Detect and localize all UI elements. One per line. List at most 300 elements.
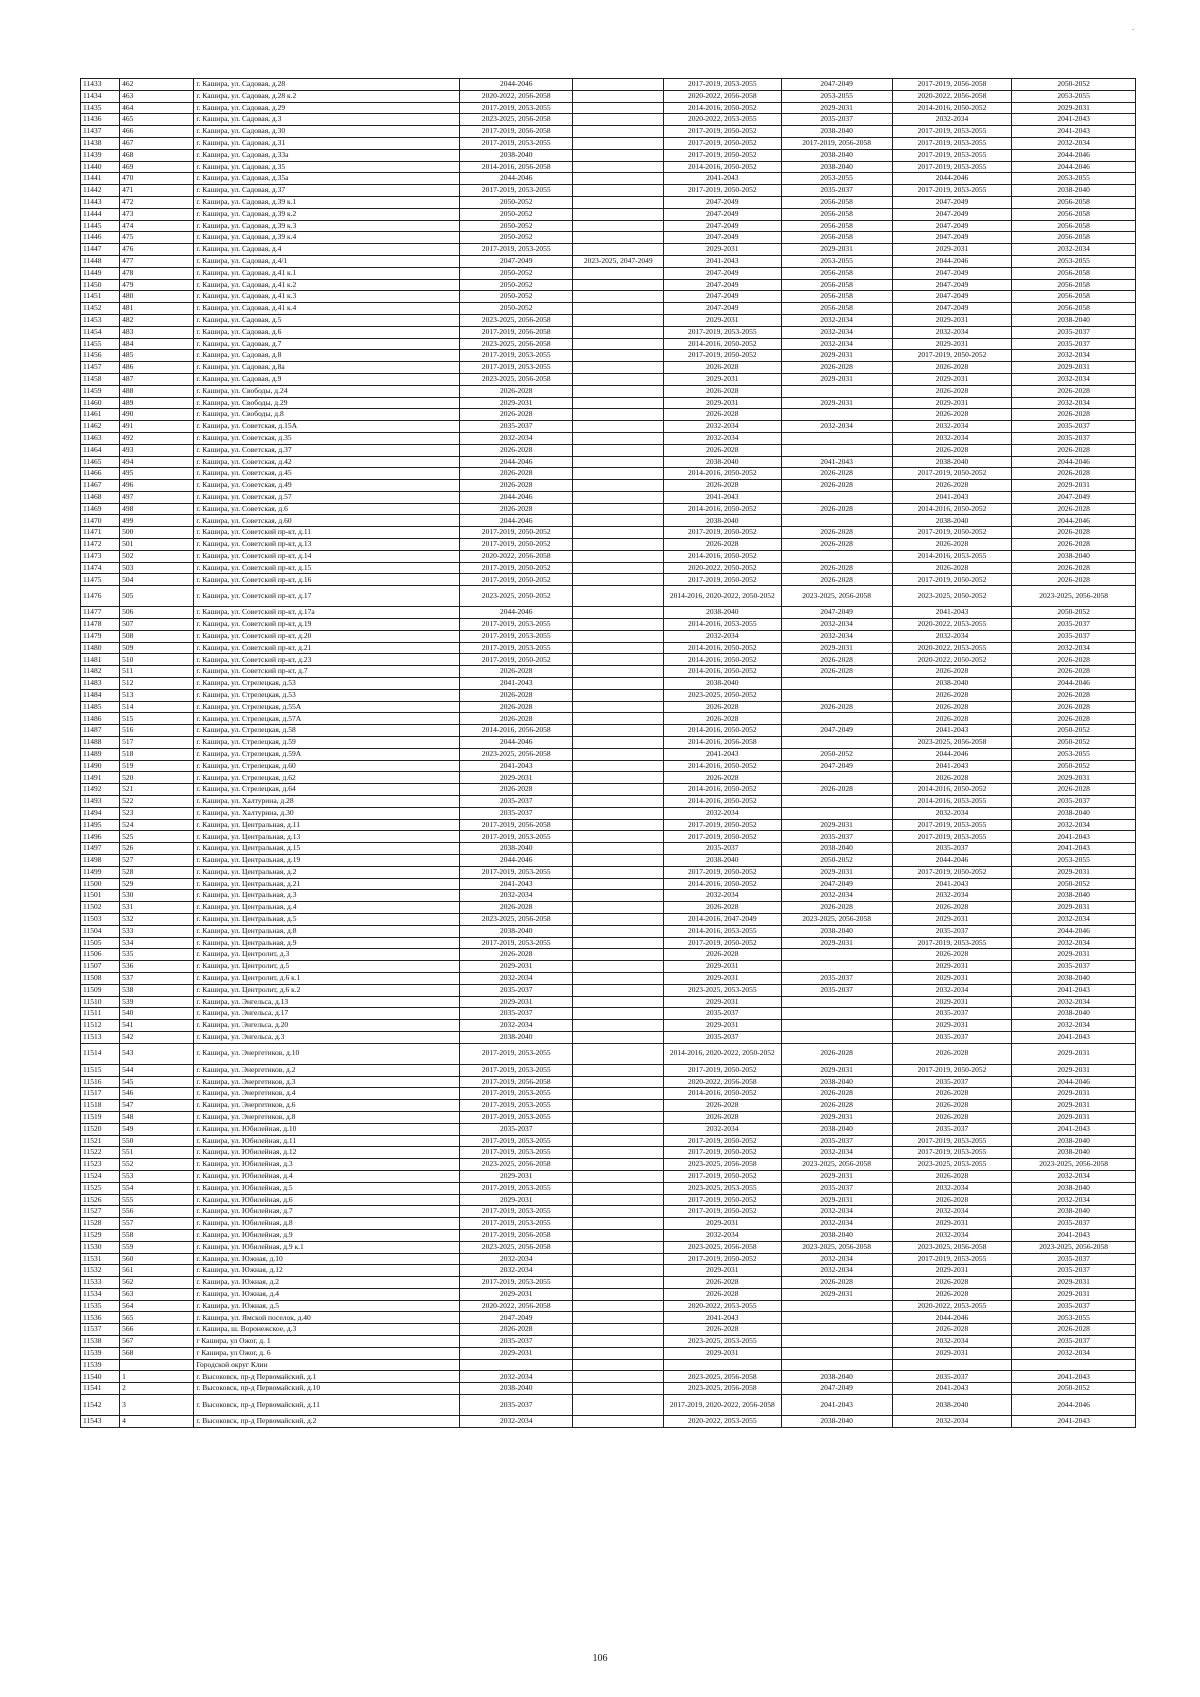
cell-col-d: 2023-2025, 2056-2058 — [781, 586, 892, 607]
cell-col-e: 2041-2043 — [892, 760, 1012, 772]
cell-col-f: 2053-2055 — [1012, 1312, 1136, 1324]
cell-row-number: 11455 — [81, 338, 120, 350]
cell-col-c: 2026-2028 — [664, 1111, 781, 1123]
cell-item-number: 551 — [120, 1147, 194, 1159]
cell-address: г. Кашира, ул. Центральная, д.11 — [194, 819, 460, 831]
cell-col-f: 2041-2043 — [1012, 1371, 1136, 1383]
cell-col-d: 2026-2028 — [781, 480, 892, 492]
cell-row-number: 11531 — [81, 1253, 120, 1265]
cell-col-f: 2035-2037 — [1012, 961, 1136, 973]
table-row — [81, 208, 1136, 220]
cell-col-a: 2017-2019, 2053-2055 — [460, 1277, 573, 1289]
table-row — [81, 937, 1136, 949]
cell-col-d: 2026-2028 — [781, 527, 892, 539]
cell-item-number: 503 — [120, 562, 194, 574]
table-row — [81, 1182, 1136, 1194]
cell-item-number: 4 — [120, 1416, 194, 1428]
cell-col-b — [573, 1008, 664, 1020]
cell-col-b — [573, 1416, 664, 1428]
cell-col-f: 2035-2037 — [1012, 1300, 1136, 1312]
cell-col-b — [573, 1206, 664, 1218]
cell-col-b — [573, 586, 664, 607]
cell-col-a: 2023-2025, 2056-2058 — [460, 314, 573, 326]
cell-col-b — [573, 373, 664, 385]
table-row — [81, 1194, 1136, 1206]
cell-item-number: 498 — [120, 503, 194, 515]
cell-col-c: 2029-2031 — [664, 972, 781, 984]
cell-address: г. Кашира, ул. Советский пр-кт, д.16 — [194, 574, 460, 586]
cell-col-c: 2017-2019, 2050-2052 — [664, 937, 781, 949]
cell-col-a: 2020-2022, 2056-2058 — [460, 90, 573, 102]
cell-address: г. Кашира, ул. Советский пр-кт, д.19 — [194, 619, 460, 631]
cell-col-c: 2026-2028 — [664, 539, 781, 551]
cell-item-number: 478 — [120, 267, 194, 279]
cell-col-b — [573, 173, 664, 185]
cell-col-f: 2032-2034 — [1012, 1347, 1136, 1359]
cell-address: г. Кашира, ул. Советская, д.6 — [194, 503, 460, 515]
cell-col-f: 2053-2055 — [1012, 90, 1136, 102]
cell-address: г. Кашира, ул. Садовая, д.39 к.4 — [194, 232, 460, 244]
table-row — [81, 689, 1136, 701]
cell-col-d: 2038-2040 — [781, 126, 892, 138]
cell-col-c: 2014-2016, 2050-2052 — [664, 1088, 781, 1100]
cell-col-a: 2026-2028 — [460, 444, 573, 456]
table-row — [81, 1043, 1136, 1064]
cell-col-e: 2014-2016, 2053-2055 — [892, 550, 1012, 562]
cell-col-d: 2017-2019, 2056-2058 — [781, 137, 892, 149]
cell-col-b — [573, 1383, 664, 1395]
cell-col-c: 2026-2028 — [664, 772, 781, 784]
cell-col-e: 2026-2028 — [892, 701, 1012, 713]
cell-col-e: 2026-2028 — [892, 1194, 1012, 1206]
cell-col-d: 2029-2031 — [781, 642, 892, 654]
cell-col-a: 2044-2046 — [460, 855, 573, 867]
cell-col-b — [573, 326, 664, 338]
cell-col-b — [573, 574, 664, 586]
cell-row-number: 11503 — [81, 913, 120, 925]
cell-col-b — [573, 1312, 664, 1324]
cell-col-c: 2026-2028 — [664, 480, 781, 492]
cell-col-d: 2029-2031 — [781, 937, 892, 949]
cell-col-f: 2038-2040 — [1012, 314, 1136, 326]
cell-col-d — [781, 996, 892, 1008]
cell-col-d: 2032-2034 — [781, 619, 892, 631]
cell-col-f: 2056-2058 — [1012, 196, 1136, 208]
cell-row-number: 11522 — [81, 1147, 120, 1159]
cell-col-c — [664, 1359, 781, 1371]
cell-col-a: 2050-2052 — [460, 208, 573, 220]
cell-col-f: 2044-2046 — [1012, 149, 1136, 161]
cell-row-number: 11483 — [81, 678, 120, 690]
cell-col-f: 2026-2028 — [1012, 539, 1136, 551]
cell-col-d: 2038-2040 — [781, 1229, 892, 1241]
cell-col-b — [573, 607, 664, 619]
cell-col-d: 2026-2028 — [781, 562, 892, 574]
cell-col-b — [573, 1395, 664, 1416]
cell-col-f: 2044-2046 — [1012, 1395, 1136, 1416]
cell-address: г. Кашира, ул. Садовая, д.39 к.1 — [194, 196, 460, 208]
cell-col-f: 2026-2028 — [1012, 689, 1136, 701]
cell-col-e: 2041-2043 — [892, 491, 1012, 503]
cell-address: г. Кашира, ул. Юбилейная, д.11 — [194, 1135, 460, 1147]
cell-col-f: 2032-2034 — [1012, 642, 1136, 654]
cell-row-number: 11462 — [81, 421, 120, 433]
cell-address: г. Кашира, ул. Юбилейная, д.3 — [194, 1159, 460, 1171]
cell-item-number: 553 — [120, 1170, 194, 1182]
cell-address: г. Кашира, ул. Центролит, д.6 к.2 — [194, 984, 460, 996]
cell-col-f: 2035-2037 — [1012, 432, 1136, 444]
cell-row-number: 11526 — [81, 1194, 120, 1206]
cell-address: г. Кашира, ул. Садовая, д.28 к.2 — [194, 90, 460, 102]
cell-col-f: 2050-2052 — [1012, 725, 1136, 737]
cell-col-a: 2017-2019, 2053-2055 — [460, 1135, 573, 1147]
cell-address: г. Кашира, ул. Стрелецкая, д.57А — [194, 713, 460, 725]
cell-col-f: 2050-2052 — [1012, 79, 1136, 91]
cell-col-a: 2035-2037 — [460, 421, 573, 433]
cell-col-a: 2032-2034 — [460, 1416, 573, 1428]
cell-address: г. Кашира, ул. Юбилейная, д.10 — [194, 1123, 460, 1135]
cell-address: г. Кашира, ул. Южная, д.12 — [194, 1265, 460, 1277]
cell-col-a: 2017-2019, 2056-2058 — [460, 1076, 573, 1088]
cell-address: г. Кашира, ул. Центролит, д.3 — [194, 949, 460, 961]
cell-col-f: 2044-2046 — [1012, 1076, 1136, 1088]
cell-col-a: 2038-2040 — [460, 843, 573, 855]
cell-col-a: 2017-2019, 2053-2055 — [460, 866, 573, 878]
cell-item-number: 527 — [120, 855, 194, 867]
cell-col-d: 2038-2040 — [781, 843, 892, 855]
cell-col-e: 2026-2028 — [892, 409, 1012, 421]
cell-col-c: 2017-2019, 2050-2052 — [664, 1147, 781, 1159]
cell-col-b — [573, 866, 664, 878]
cell-item-number: 1 — [120, 1371, 194, 1383]
cell-row-number: 11447 — [81, 244, 120, 256]
cell-row-number: 11512 — [81, 1020, 120, 1032]
cell-col-c: 2014-2016, 2053-2055 — [664, 619, 781, 631]
cell-item-number: 518 — [120, 748, 194, 760]
cell-row-number: 11477 — [81, 607, 120, 619]
cell-row-number: 11506 — [81, 949, 120, 961]
table-row — [81, 291, 1136, 303]
cell-col-a: 2017-2019, 2053-2055 — [460, 1147, 573, 1159]
cell-col-f: 2029-2031 — [1012, 1288, 1136, 1300]
cell-col-a: 2029-2031 — [460, 1170, 573, 1182]
cell-col-b — [573, 1159, 664, 1171]
cell-col-d: 2029-2031 — [781, 1111, 892, 1123]
cell-address: г. Кашира, ул. Центролит, д.6 к.1 — [194, 972, 460, 984]
cell-col-b — [573, 137, 664, 149]
cell-address: г. Кашира, ул. Садовая, д.30 — [194, 126, 460, 138]
cell-item-number: 467 — [120, 137, 194, 149]
cell-address: г. Кашира, ул. Центральная, д.8 — [194, 925, 460, 937]
cell-col-e: 2044-2046 — [892, 748, 1012, 760]
cell-col-a: 2017-2019, 2053-2055 — [460, 1182, 573, 1194]
cell-col-d — [781, 1312, 892, 1324]
cell-col-a: 2017-2019, 2053-2055 — [460, 630, 573, 642]
cell-col-e: 2014-2016, 2050-2052 — [892, 503, 1012, 515]
table-row — [81, 456, 1136, 468]
cell-item-number: 499 — [120, 515, 194, 527]
cell-col-f: 2032-2034 — [1012, 1170, 1136, 1182]
cell-address: г. Кашира, ул. Садовая, д.41 к.3 — [194, 291, 460, 303]
cell-row-number: 11439 — [81, 149, 120, 161]
cell-col-d: 2023-2025, 2056-2058 — [781, 913, 892, 925]
cell-col-f: 2041-2043 — [1012, 831, 1136, 843]
cell-col-c: 2047-2049 — [664, 303, 781, 315]
cell-item-number: 3 — [120, 1395, 194, 1416]
cell-col-f: 2026-2028 — [1012, 503, 1136, 515]
cell-item-number: 496 — [120, 480, 194, 492]
cell-address: г. Кашира, ул. Советский пр-кт, д.17а — [194, 607, 460, 619]
cell-row-number: 11454 — [81, 326, 120, 338]
cell-address: г. Кашира, ул. Энгельса, д.3 — [194, 1031, 460, 1043]
cell-col-a: 2026-2028 — [460, 784, 573, 796]
cell-col-e: 2035-2037 — [892, 843, 1012, 855]
cell-col-f: 2026-2028 — [1012, 1324, 1136, 1336]
cell-col-b — [573, 220, 664, 232]
cell-col-e: 2029-2031 — [892, 314, 1012, 326]
cell-col-d: 2029-2031 — [781, 373, 892, 385]
cell-row-number: 11539 — [81, 1359, 120, 1371]
cell-col-c: 2023-2025, 2056-2058 — [664, 1159, 781, 1171]
cell-row-number: 11479 — [81, 630, 120, 642]
cell-col-d — [781, 1020, 892, 1032]
table-row — [81, 220, 1136, 232]
cell-col-d: 2038-2040 — [781, 1076, 892, 1088]
cell-col-e: 2035-2037 — [892, 1031, 1012, 1043]
cell-col-e: 2017-2019, 2050-2052 — [892, 866, 1012, 878]
cell-col-f — [1012, 1359, 1136, 1371]
cell-col-c: 2017-2019, 2050-2052 — [664, 126, 781, 138]
cell-item-number: 540 — [120, 1008, 194, 1020]
cell-col-f: 2032-2034 — [1012, 244, 1136, 256]
cell-col-a: 2032-2034 — [460, 432, 573, 444]
cell-col-d — [781, 1324, 892, 1336]
cell-col-e: 2035-2037 — [892, 1076, 1012, 1088]
cell-col-b — [573, 1277, 664, 1289]
cell-row-number: 11489 — [81, 748, 120, 760]
cell-col-b — [573, 79, 664, 91]
cell-col-f: 2026-2028 — [1012, 784, 1136, 796]
cell-col-c: 2047-2049 — [664, 267, 781, 279]
table-row — [81, 902, 1136, 914]
cell-item-number: 550 — [120, 1135, 194, 1147]
cell-col-f: 2029-2031 — [1012, 1064, 1136, 1076]
cell-col-c: 2014-2016, 2050-2052 — [664, 503, 781, 515]
cell-col-d — [781, 444, 892, 456]
cell-col-b — [573, 737, 664, 749]
cell-address: г. Кашира, ул. Советский пр-кт, д.11 — [194, 527, 460, 539]
cell-col-b — [573, 196, 664, 208]
cell-item-number: 488 — [120, 385, 194, 397]
cell-col-b — [573, 527, 664, 539]
cell-address: г. Кашира, ул. Центральная, д.3 — [194, 890, 460, 902]
cell-address: г. Кашира, ул. Центральная, д.9 — [194, 937, 460, 949]
cell-row-number: 11443 — [81, 196, 120, 208]
cell-col-c: 2023-2025, 2056-2058 — [664, 1371, 781, 1383]
cell-address: г. Кашира, ул. Садовая, д.4 — [194, 244, 460, 256]
cell-col-d — [781, 1300, 892, 1312]
cell-col-e: 2032-2034 — [892, 1229, 1012, 1241]
cell-item-number: 484 — [120, 338, 194, 350]
cell-item-number: 557 — [120, 1218, 194, 1230]
cell-col-c: 2038-2040 — [664, 855, 781, 867]
table-row — [81, 1395, 1136, 1416]
cell-col-f: 2035-2037 — [1012, 619, 1136, 631]
cell-row-number: 11475 — [81, 574, 120, 586]
table-row — [81, 807, 1136, 819]
table-row — [81, 350, 1136, 362]
cell-col-e: 2017-2019, 2050-2052 — [892, 574, 1012, 586]
cell-row-number: 11536 — [81, 1312, 120, 1324]
cell-item-number: 487 — [120, 373, 194, 385]
cell-col-a: 2026-2028 — [460, 949, 573, 961]
cell-col-e: 2047-2049 — [892, 196, 1012, 208]
cell-item-number: 547 — [120, 1100, 194, 1112]
cell-col-c: 2026-2028 — [664, 362, 781, 374]
cell-address: г. Кашира, ул. Стрелецкая, д.60 — [194, 760, 460, 772]
cell-col-f: 2038-2040 — [1012, 972, 1136, 984]
cell-row-number: 11436 — [81, 114, 120, 126]
cell-col-e: 2017-2019, 2053-2055 — [892, 1147, 1012, 1159]
cell-col-f: 2035-2037 — [1012, 630, 1136, 642]
cell-col-a: 2050-2052 — [460, 303, 573, 315]
cell-col-f: 2032-2034 — [1012, 137, 1136, 149]
cell-col-b — [573, 1064, 664, 1076]
cell-col-f: 2038-2040 — [1012, 1135, 1136, 1147]
table-row — [81, 562, 1136, 574]
cell-address: г. Кашира, ул. Южная, д.2 — [194, 1277, 460, 1289]
table-row — [81, 1076, 1136, 1088]
cell-col-d: 2047-2049 — [781, 725, 892, 737]
cell-col-a: 2029-2031 — [460, 1194, 573, 1206]
cell-col-c: 2020-2022, 2056-2058 — [664, 1076, 781, 1088]
cell-col-e: 2035-2037 — [892, 925, 1012, 937]
cell-col-b — [573, 1229, 664, 1241]
cell-col-c: 2017-2019, 2050-2052 — [664, 1194, 781, 1206]
cell-col-f: 2050-2052 — [1012, 607, 1136, 619]
cell-row-number: 11463 — [81, 432, 120, 444]
cell-col-b — [573, 1194, 664, 1206]
cell-col-e: 2026-2028 — [892, 713, 1012, 725]
cell-col-c: 2014-2016, 2050-2052 — [664, 338, 781, 350]
cell-col-c: 2014-2016, 2053-2055 — [664, 925, 781, 937]
table-row — [81, 149, 1136, 161]
cell-address: г. Кашира, ул. Энергетиков, д.2 — [194, 1064, 460, 1076]
table-row — [81, 796, 1136, 808]
cell-row-number: 11529 — [81, 1229, 120, 1241]
cell-col-f: 2056-2058 — [1012, 291, 1136, 303]
cell-col-b — [573, 1123, 664, 1135]
cell-col-c: 2047-2049 — [664, 232, 781, 244]
cell-col-f: 2041-2043 — [1012, 843, 1136, 855]
cell-col-c: 2014-2016, 2050-2052 — [664, 468, 781, 480]
cell-address: г. Кашира, ул. Энергетиков, д.10 — [194, 1043, 460, 1064]
cell-item-number: 568 — [120, 1347, 194, 1359]
cell-col-f: 2035-2037 — [1012, 1253, 1136, 1265]
cell-col-d: 2032-2034 — [781, 314, 892, 326]
cell-col-d — [781, 385, 892, 397]
cell-col-b — [573, 539, 664, 551]
table-row — [81, 362, 1136, 374]
cell-col-f: 2038-2040 — [1012, 890, 1136, 902]
cell-item-number: 468 — [120, 149, 194, 161]
cell-col-a: 2023-2025, 2056-2058 — [460, 913, 573, 925]
cell-col-e: 2026-2028 — [892, 1288, 1012, 1300]
cell-row-number: 11481 — [81, 654, 120, 666]
cell-col-b — [573, 314, 664, 326]
cell-address: г. Кашира, ул. Стрелецкая, д.64 — [194, 784, 460, 796]
cell-col-c: 2023-2025, 2050-2052 — [664, 689, 781, 701]
cell-address: г. Кашира, ул. Свободы, д.29 — [194, 397, 460, 409]
cell-col-d — [781, 1008, 892, 1020]
cell-col-b — [573, 678, 664, 690]
cell-row-number: 11470 — [81, 515, 120, 527]
table-row — [81, 1241, 1136, 1253]
cell-col-e: 2026-2028 — [892, 562, 1012, 574]
cell-item-number: 491 — [120, 421, 194, 433]
cell-col-d: 2056-2058 — [781, 196, 892, 208]
cell-col-a: 2020-2022, 2056-2058 — [460, 1300, 573, 1312]
table-row — [81, 444, 1136, 456]
cell-col-b — [573, 114, 664, 126]
cell-col-a: 2017-2019, 2053-2055 — [460, 362, 573, 374]
cell-col-d: 2026-2028 — [781, 1100, 892, 1112]
cell-col-d — [781, 1031, 892, 1043]
table-row — [81, 713, 1136, 725]
cell-col-d: 2035-2037 — [781, 185, 892, 197]
cell-col-e: 2032-2034 — [892, 1416, 1012, 1428]
cell-col-f: 2026-2028 — [1012, 666, 1136, 678]
cell-col-c: 2017-2019, 2020-2022, 2056-2058 — [664, 1395, 781, 1416]
cell-col-b — [573, 1253, 664, 1265]
cell-col-d: 2026-2028 — [781, 666, 892, 678]
cell-col-d: 2026-2028 — [781, 902, 892, 914]
cell-col-f: 2035-2037 — [1012, 421, 1136, 433]
cell-col-a: 2047-2049 — [460, 255, 573, 267]
cell-col-b: 2023-2025, 2047-2049 — [573, 255, 664, 267]
cell-col-c: 2026-2028 — [664, 1277, 781, 1289]
cell-col-c: 2041-2043 — [664, 173, 781, 185]
cell-item-number: 541 — [120, 1020, 194, 1032]
cell-col-e: 2020-2022, 2056-2058 — [892, 90, 1012, 102]
cell-item-number: 526 — [120, 843, 194, 855]
cell-col-d: 2053-2055 — [781, 173, 892, 185]
cell-row-number: 11533 — [81, 1277, 120, 1289]
cell-item-number: 521 — [120, 784, 194, 796]
cell-col-a: 2032-2034 — [460, 1265, 573, 1277]
cell-col-d: 2056-2058 — [781, 303, 892, 315]
cell-item-number: 536 — [120, 961, 194, 973]
cell-col-b — [573, 385, 664, 397]
cell-col-f: 2032-2034 — [1012, 996, 1136, 1008]
cell-col-f: 2029-2031 — [1012, 1100, 1136, 1112]
cell-address: г. Кашира, ул. Халтурина, д.28 — [194, 796, 460, 808]
cell-col-c: 2014-2016, 2050-2052 — [664, 642, 781, 654]
cell-col-c: 2035-2037 — [664, 1008, 781, 1020]
cell-col-c: 2020-2022, 2053-2055 — [664, 114, 781, 126]
cell-col-d: 2056-2058 — [781, 208, 892, 220]
cell-item-number: 2 — [120, 1383, 194, 1395]
cell-col-c: 2023-2025, 2053-2055 — [664, 1336, 781, 1348]
cell-col-d: 2029-2031 — [781, 244, 892, 256]
cell-item-number: 545 — [120, 1076, 194, 1088]
cell-address: г. Кашира, ул. Энгельса, д.17 — [194, 1008, 460, 1020]
cell-row-number: 11493 — [81, 796, 120, 808]
cell-item-number: 500 — [120, 527, 194, 539]
table-row — [81, 338, 1136, 350]
cell-row-number: 11442 — [81, 185, 120, 197]
cell-col-d: 2050-2052 — [781, 748, 892, 760]
